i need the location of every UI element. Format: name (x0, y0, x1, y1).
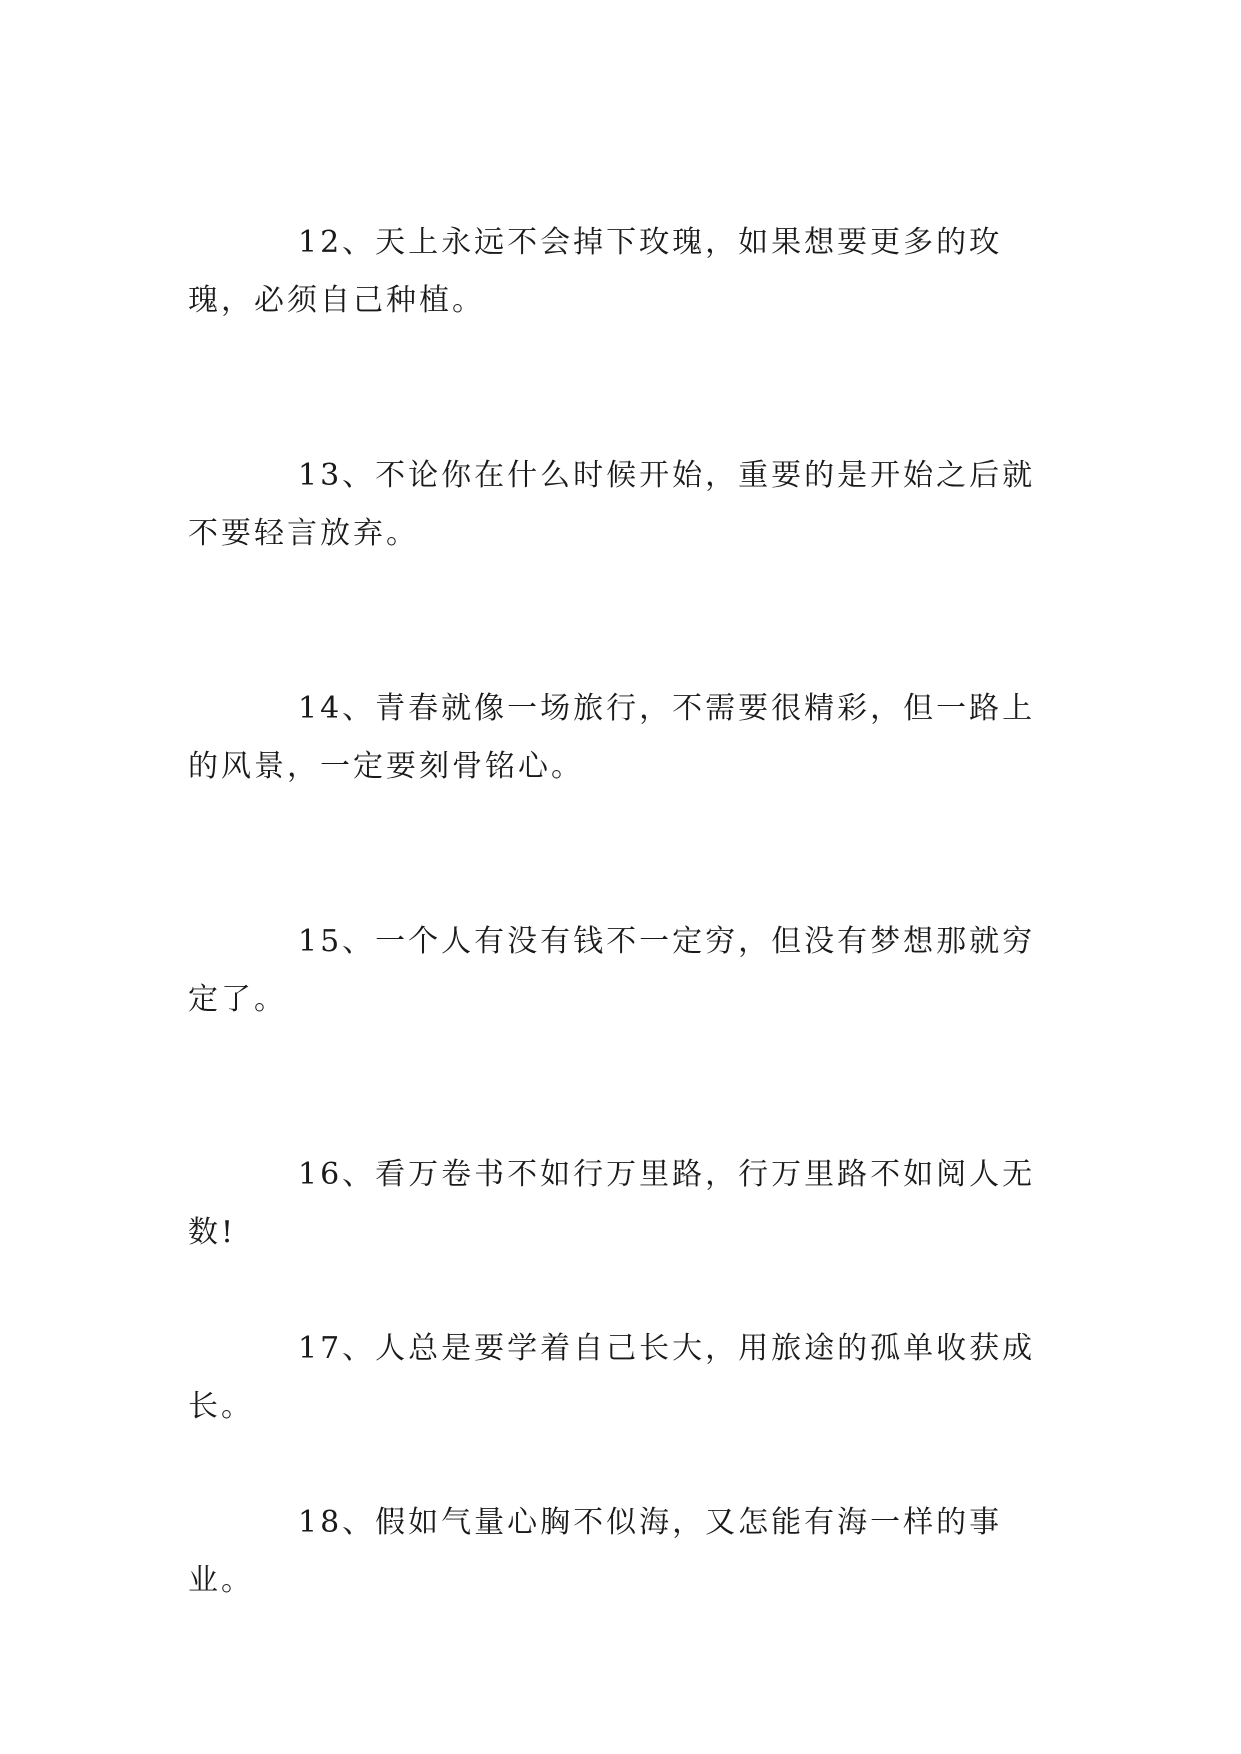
quote-17: 17、人总是要学着自己长大，用旅途的孤单收获成长。 (188, 1331, 1036, 1424)
quote-16: 16、看万卷书不如行万里路，行万里路不如阅人无数! (188, 1157, 1036, 1250)
quote-13: 13、不论你在什么时候开始，重要的是开始之后就不要轻言放弃。 (188, 458, 1036, 551)
quote-12: 12、天上永远不会掉下玫瑰，如果想要更多的玫瑰，必须自己种植。 (188, 225, 1003, 318)
quote-18: 18、假如气量心胸不似海，又怎能有海一样的事业。 (188, 1505, 1003, 1598)
quote-15: 15、一个人有没有钱不一定穷，但没有梦想那就穷定了。 (188, 924, 1036, 1017)
quote-14: 14、青春就像一场旅行，不需要很精彩，但一路上的风景，一定要刻骨铭心。 (188, 691, 1036, 784)
